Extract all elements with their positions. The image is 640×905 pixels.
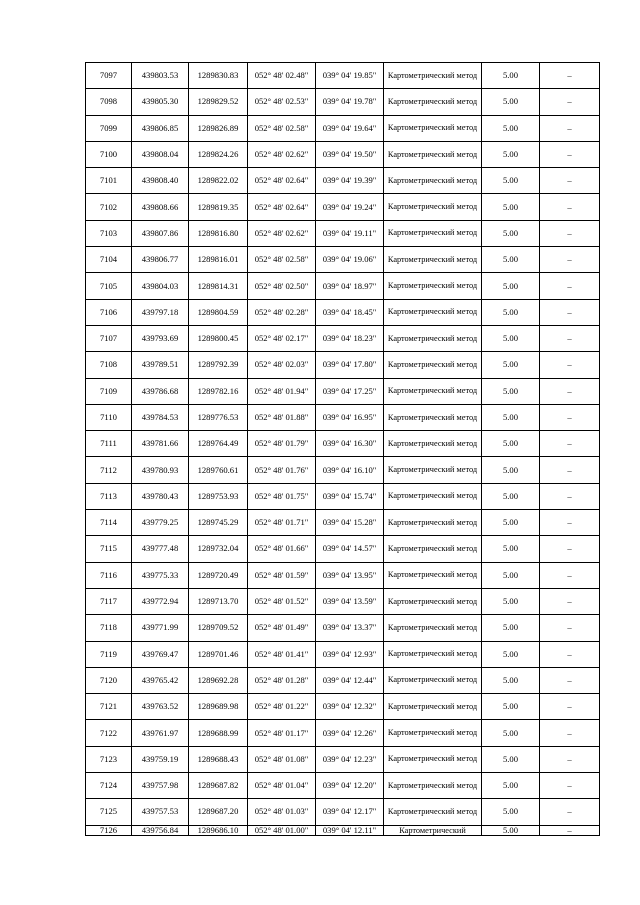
accuracy-cell: 5.00: [482, 510, 540, 536]
table-row: [86, 247, 600, 273]
point-number-cell: 7115: [86, 536, 132, 562]
point-number-cell: 7117: [86, 588, 132, 614]
x-coordinate-cell: 439771.99: [132, 615, 189, 641]
latitude-cell: 052° 48' 02.03": [248, 352, 316, 378]
table-row: [86, 141, 600, 167]
method-cell: Картометрический метод: [384, 115, 482, 141]
accuracy-cell: 5.00: [482, 588, 540, 614]
x-coordinate-cell: 439777.48: [132, 536, 189, 562]
x-coordinate-cell: 439808.40: [132, 168, 189, 194]
point-number-cell: 7126: [86, 825, 132, 835]
y-coordinate-cell: 1289720.49: [189, 562, 248, 588]
table-row: [86, 168, 600, 194]
point-number-cell: 7098: [86, 89, 132, 115]
description-cell: –: [540, 562, 600, 588]
table-row: [86, 720, 600, 746]
latitude-cell: 052° 48' 02.53": [248, 89, 316, 115]
description-cell: –: [540, 773, 600, 799]
longitude-cell: 039° 04' 19.64": [316, 115, 384, 141]
latitude-cell: 052° 48' 02.17": [248, 325, 316, 351]
longitude-cell: 039° 04' 19.24": [316, 194, 384, 220]
method-cell: Картометрический метод: [384, 352, 482, 378]
point-number-cell: 7105: [86, 273, 132, 299]
description-cell: –: [540, 352, 600, 378]
longitude-cell: 039° 04' 18.45": [316, 299, 384, 325]
description-cell: –: [540, 457, 600, 483]
accuracy-cell: 5.00: [482, 431, 540, 457]
longitude-cell: 039° 04' 16.10": [316, 457, 384, 483]
y-coordinate-cell: 1289830.83: [189, 63, 248, 89]
description-cell: –: [540, 168, 600, 194]
description-cell: –: [540, 404, 600, 430]
method-cell: Картометрический метод: [384, 194, 482, 220]
point-number-cell: 7101: [86, 168, 132, 194]
description-cell: –: [540, 194, 600, 220]
x-coordinate-cell: 439761.97: [132, 720, 189, 746]
x-coordinate-cell: 439756.84: [132, 825, 189, 835]
point-number-cell: 7104: [86, 247, 132, 273]
x-coordinate-cell: 439781.66: [132, 431, 189, 457]
longitude-cell: 039° 04' 15.74": [316, 483, 384, 509]
method-cell: Картометрический метод: [384, 325, 482, 351]
description-cell: –: [540, 615, 600, 641]
y-coordinate-cell: 1289713.70: [189, 588, 248, 614]
latitude-cell: 052° 48' 01.00": [248, 825, 316, 835]
description-cell: –: [540, 799, 600, 825]
y-coordinate-cell: 1289688.43: [189, 746, 248, 772]
accuracy-cell: 5.00: [482, 115, 540, 141]
x-coordinate-cell: 439772.94: [132, 588, 189, 614]
y-coordinate-cell: 1289829.52: [189, 89, 248, 115]
latitude-cell: 052° 48' 02.64": [248, 168, 316, 194]
description-cell: –: [540, 325, 600, 351]
longitude-cell: 039° 04' 19.78": [316, 89, 384, 115]
point-number-cell: 7102: [86, 194, 132, 220]
point-number-cell: 7118: [86, 615, 132, 641]
table-row: [86, 194, 600, 220]
point-number-cell: 7109: [86, 378, 132, 404]
y-coordinate-cell: 1289701.46: [189, 641, 248, 667]
description-cell: –: [540, 115, 600, 141]
accuracy-cell: 5.00: [482, 141, 540, 167]
y-coordinate-cell: 1289824.26: [189, 141, 248, 167]
accuracy-cell: 5.00: [482, 746, 540, 772]
y-coordinate-cell: 1289792.39: [189, 352, 248, 378]
y-coordinate-cell: 1289819.35: [189, 194, 248, 220]
method-cell: Картометрический метод: [384, 168, 482, 194]
method-cell: Картометрический метод: [384, 220, 482, 246]
method-cell: Картометрический метод: [384, 562, 482, 588]
method-cell: Картометрический метод: [384, 536, 482, 562]
latitude-cell: 052° 48' 02.62": [248, 220, 316, 246]
point-number-cell: 7123: [86, 746, 132, 772]
point-number-cell: 7121: [86, 694, 132, 720]
point-number-cell: 7120: [86, 667, 132, 693]
x-coordinate-cell: 439784.53: [132, 404, 189, 430]
table-row: [86, 746, 600, 772]
x-coordinate-cell: 439759.19: [132, 746, 189, 772]
longitude-cell: 039° 04' 17.25": [316, 378, 384, 404]
x-coordinate-cell: 439804.03: [132, 273, 189, 299]
method-cell: Картометрический метод: [384, 773, 482, 799]
description-cell: –: [540, 378, 600, 404]
point-number-cell: 7107: [86, 325, 132, 351]
method-cell: Картометрический метод: [384, 746, 482, 772]
longitude-cell: 039° 04' 15.28": [316, 510, 384, 536]
table-row: [86, 694, 600, 720]
longitude-cell: 039° 04' 14.57": [316, 536, 384, 562]
accuracy-cell: 5.00: [482, 168, 540, 194]
y-coordinate-cell: 1289689.98: [189, 694, 248, 720]
longitude-cell: 039° 04' 19.50": [316, 141, 384, 167]
table-row: [86, 325, 600, 351]
table-row: [86, 115, 600, 141]
y-coordinate-cell: 1289764.49: [189, 431, 248, 457]
y-coordinate-cell: 1289800.45: [189, 325, 248, 351]
description-cell: –: [540, 667, 600, 693]
y-coordinate-cell: 1289782.16: [189, 378, 248, 404]
method-cell: Картометрический метод: [384, 694, 482, 720]
description-cell: –: [540, 536, 600, 562]
y-coordinate-cell: 1289776.53: [189, 404, 248, 430]
latitude-cell: 052° 48' 01.88": [248, 404, 316, 430]
point-number-cell: 7108: [86, 352, 132, 378]
description-cell: –: [540, 588, 600, 614]
point-number-cell: 7112: [86, 457, 132, 483]
table-row: [86, 825, 600, 835]
x-coordinate-cell: 439789.51: [132, 352, 189, 378]
method-cell: Картометрический метод: [384, 483, 482, 509]
y-coordinate-cell: 1289753.93: [189, 483, 248, 509]
longitude-cell: 039° 04' 16.95": [316, 404, 384, 430]
table-row: [86, 483, 600, 509]
method-cell: Картометрический метод: [384, 404, 482, 430]
x-coordinate-cell: 439765.42: [132, 667, 189, 693]
table-row: [86, 431, 600, 457]
y-coordinate-cell: 1289732.04: [189, 536, 248, 562]
y-coordinate-cell: 1289745.29: [189, 510, 248, 536]
method-cell: Картометрический метод: [384, 431, 482, 457]
point-number-cell: 7114: [86, 510, 132, 536]
accuracy-cell: 5.00: [482, 378, 540, 404]
point-number-cell: 7116: [86, 562, 132, 588]
latitude-cell: 052° 48' 01.75": [248, 483, 316, 509]
method-cell: Картометрический метод: [384, 641, 482, 667]
table-row: [86, 352, 600, 378]
point-number-cell: 7110: [86, 404, 132, 430]
x-coordinate-cell: 439763.52: [132, 694, 189, 720]
longitude-cell: 039° 04' 12.44": [316, 667, 384, 693]
accuracy-cell: 5.00: [482, 536, 540, 562]
description-cell: –: [540, 431, 600, 457]
y-coordinate-cell: 1289816.80: [189, 220, 248, 246]
method-cell: Картометрический метод: [384, 720, 482, 746]
table-row: [86, 404, 600, 430]
accuracy-cell: 5.00: [482, 825, 540, 835]
accuracy-cell: 5.00: [482, 694, 540, 720]
point-number-cell: 7119: [86, 641, 132, 667]
x-coordinate-cell: 439757.53: [132, 799, 189, 825]
longitude-cell: 039° 04' 19.06": [316, 247, 384, 273]
latitude-cell: 052° 48' 01.76": [248, 457, 316, 483]
accuracy-cell: 5.00: [482, 89, 540, 115]
accuracy-cell: 5.00: [482, 63, 540, 89]
longitude-cell: 039° 04' 12.11": [316, 825, 384, 835]
latitude-cell: 052° 48' 01.41": [248, 641, 316, 667]
longitude-cell: 039° 04' 12.20": [316, 773, 384, 799]
accuracy-cell: 5.00: [482, 562, 540, 588]
latitude-cell: 052° 48' 01.03": [248, 799, 316, 825]
table-row: [86, 89, 600, 115]
longitude-cell: 039° 04' 13.59": [316, 588, 384, 614]
longitude-cell: 039° 04' 16.30": [316, 431, 384, 457]
longitude-cell: 039° 04' 12.93": [316, 641, 384, 667]
accuracy-cell: 5.00: [482, 299, 540, 325]
latitude-cell: 052° 48' 01.22": [248, 694, 316, 720]
latitude-cell: 052° 48' 01.52": [248, 588, 316, 614]
y-coordinate-cell: 1289709.52: [189, 615, 248, 641]
x-coordinate-cell: 439793.69: [132, 325, 189, 351]
longitude-cell: 039° 04' 12.26": [316, 720, 384, 746]
latitude-cell: 052° 48' 02.58": [248, 115, 316, 141]
latitude-cell: 052° 48' 02.58": [248, 247, 316, 273]
table-row: [86, 378, 600, 404]
x-coordinate-cell: 439757.98: [132, 773, 189, 799]
x-coordinate-cell: 439806.77: [132, 247, 189, 273]
description-cell: –: [540, 89, 600, 115]
longitude-cell: 039° 04' 13.37": [316, 615, 384, 641]
longitude-cell: 039° 04' 18.23": [316, 325, 384, 351]
accuracy-cell: 5.00: [482, 273, 540, 299]
y-coordinate-cell: 1289687.20: [189, 799, 248, 825]
method-cell: Картометрический метод: [384, 615, 482, 641]
y-coordinate-cell: 1289814.31: [189, 273, 248, 299]
table-row: [86, 63, 600, 89]
point-number-cell: 7111: [86, 431, 132, 457]
latitude-cell: 052° 48' 01.94": [248, 378, 316, 404]
description-cell: –: [540, 63, 600, 89]
longitude-cell: 039° 04' 13.95": [316, 562, 384, 588]
accuracy-cell: 5.00: [482, 641, 540, 667]
longitude-cell: 039° 04' 19.39": [316, 168, 384, 194]
table-row: [86, 299, 600, 325]
latitude-cell: 052° 48' 01.49": [248, 615, 316, 641]
accuracy-cell: 5.00: [482, 720, 540, 746]
point-number-cell: 7125: [86, 799, 132, 825]
x-coordinate-cell: 439786.68: [132, 378, 189, 404]
y-coordinate-cell: 1289686.10: [189, 825, 248, 835]
method-cell: Картометрический метод: [384, 510, 482, 536]
table-row: [86, 641, 600, 667]
longitude-cell: 039° 04' 17.80": [316, 352, 384, 378]
longitude-cell: 039° 04' 12.23": [316, 746, 384, 772]
method-cell: Картометрический метод: [384, 141, 482, 167]
accuracy-cell: 5.00: [482, 247, 540, 273]
x-coordinate-cell: 439775.33: [132, 562, 189, 588]
method-cell: Картометрический метод: [384, 378, 482, 404]
description-cell: –: [540, 694, 600, 720]
description-cell: –: [540, 220, 600, 246]
longitude-cell: 039° 04' 19.85": [316, 63, 384, 89]
accuracy-cell: 5.00: [482, 194, 540, 220]
accuracy-cell: 5.00: [482, 352, 540, 378]
accuracy-cell: 5.00: [482, 667, 540, 693]
description-cell: –: [540, 247, 600, 273]
latitude-cell: 052° 48' 02.50": [248, 273, 316, 299]
y-coordinate-cell: 1289687.82: [189, 773, 248, 799]
y-coordinate-cell: 1289760.61: [189, 457, 248, 483]
method-cell: Картометрический метод: [384, 89, 482, 115]
point-number-cell: 7099: [86, 115, 132, 141]
table-row: [86, 273, 600, 299]
x-coordinate-cell: 439808.66: [132, 194, 189, 220]
description-cell: –: [540, 273, 600, 299]
y-coordinate-cell: 1289804.59: [189, 299, 248, 325]
table-row: [86, 536, 600, 562]
x-coordinate-cell: 439808.04: [132, 141, 189, 167]
x-coordinate-cell: 439779.25: [132, 510, 189, 536]
coordinates-table-body: [86, 63, 600, 836]
x-coordinate-cell: 439805.30: [132, 89, 189, 115]
y-coordinate-cell: 1289692.28: [189, 667, 248, 693]
table-row: [86, 562, 600, 588]
latitude-cell: 052° 48' 01.28": [248, 667, 316, 693]
method-cell: Картометрический метод: [384, 63, 482, 89]
method-cell: Картометрический метод: [384, 247, 482, 273]
method-cell: Картометрический метод: [384, 299, 482, 325]
latitude-cell: 052° 48' 01.71": [248, 510, 316, 536]
x-coordinate-cell: 439780.43: [132, 483, 189, 509]
point-number-cell: 7103: [86, 220, 132, 246]
coordinates-table: [85, 62, 600, 836]
latitude-cell: 052° 48' 01.04": [248, 773, 316, 799]
x-coordinate-cell: 439780.93: [132, 457, 189, 483]
accuracy-cell: 5.00: [482, 483, 540, 509]
accuracy-cell: 5.00: [482, 457, 540, 483]
method-cell: Картометрический: [384, 825, 482, 835]
x-coordinate-cell: 439807.86: [132, 220, 189, 246]
x-coordinate-cell: 439806.85: [132, 115, 189, 141]
longitude-cell: 039° 04' 19.11": [316, 220, 384, 246]
point-number-cell: 7106: [86, 299, 132, 325]
latitude-cell: 052° 48' 01.59": [248, 562, 316, 588]
table-row: [86, 457, 600, 483]
x-coordinate-cell: 439769.47: [132, 641, 189, 667]
table-row: [86, 588, 600, 614]
point-number-cell: 7113: [86, 483, 132, 509]
description-cell: –: [540, 299, 600, 325]
latitude-cell: 052° 48' 01.79": [248, 431, 316, 457]
method-cell: Картометрический метод: [384, 799, 482, 825]
description-cell: –: [540, 141, 600, 167]
longitude-cell: 039° 04' 18.97": [316, 273, 384, 299]
method-cell: Картометрический метод: [384, 588, 482, 614]
latitude-cell: 052° 48' 02.62": [248, 141, 316, 167]
latitude-cell: 052° 48' 01.17": [248, 720, 316, 746]
table-row: [86, 510, 600, 536]
table-row: [86, 799, 600, 825]
method-cell: Картометрический метод: [384, 667, 482, 693]
accuracy-cell: 5.00: [482, 773, 540, 799]
description-cell: –: [540, 510, 600, 536]
x-coordinate-cell: 439803.53: [132, 63, 189, 89]
accuracy-cell: 5.00: [482, 404, 540, 430]
longitude-cell: 039° 04' 12.17": [316, 799, 384, 825]
method-cell: Картометрический метод: [384, 273, 482, 299]
accuracy-cell: 5.00: [482, 220, 540, 246]
table-row: [86, 615, 600, 641]
latitude-cell: 052° 48' 01.66": [248, 536, 316, 562]
y-coordinate-cell: 1289688.99: [189, 720, 248, 746]
latitude-cell: 052° 48' 01.08": [248, 746, 316, 772]
latitude-cell: 052° 48' 02.64": [248, 194, 316, 220]
y-coordinate-cell: 1289822.02: [189, 168, 248, 194]
x-coordinate-cell: 439797.18: [132, 299, 189, 325]
accuracy-cell: 5.00: [482, 799, 540, 825]
description-cell: –: [540, 483, 600, 509]
method-cell: Картометрический метод: [384, 457, 482, 483]
longitude-cell: 039° 04' 12.32": [316, 694, 384, 720]
y-coordinate-cell: 1289816.01: [189, 247, 248, 273]
latitude-cell: 052° 48' 02.28": [248, 299, 316, 325]
description-cell: –: [540, 825, 600, 835]
y-coordinate-cell: 1289826.89: [189, 115, 248, 141]
description-cell: –: [540, 746, 600, 772]
description-cell: –: [540, 720, 600, 746]
point-number-cell: 7124: [86, 773, 132, 799]
description-cell: –: [540, 641, 600, 667]
point-number-cell: 7122: [86, 720, 132, 746]
table-row: [86, 220, 600, 246]
accuracy-cell: 5.00: [482, 325, 540, 351]
accuracy-cell: 5.00: [482, 615, 540, 641]
latitude-cell: 052° 48' 02.48": [248, 63, 316, 89]
table-row: [86, 773, 600, 799]
point-number-cell: 7097: [86, 63, 132, 89]
table-row: [86, 667, 600, 693]
point-number-cell: 7100: [86, 141, 132, 167]
